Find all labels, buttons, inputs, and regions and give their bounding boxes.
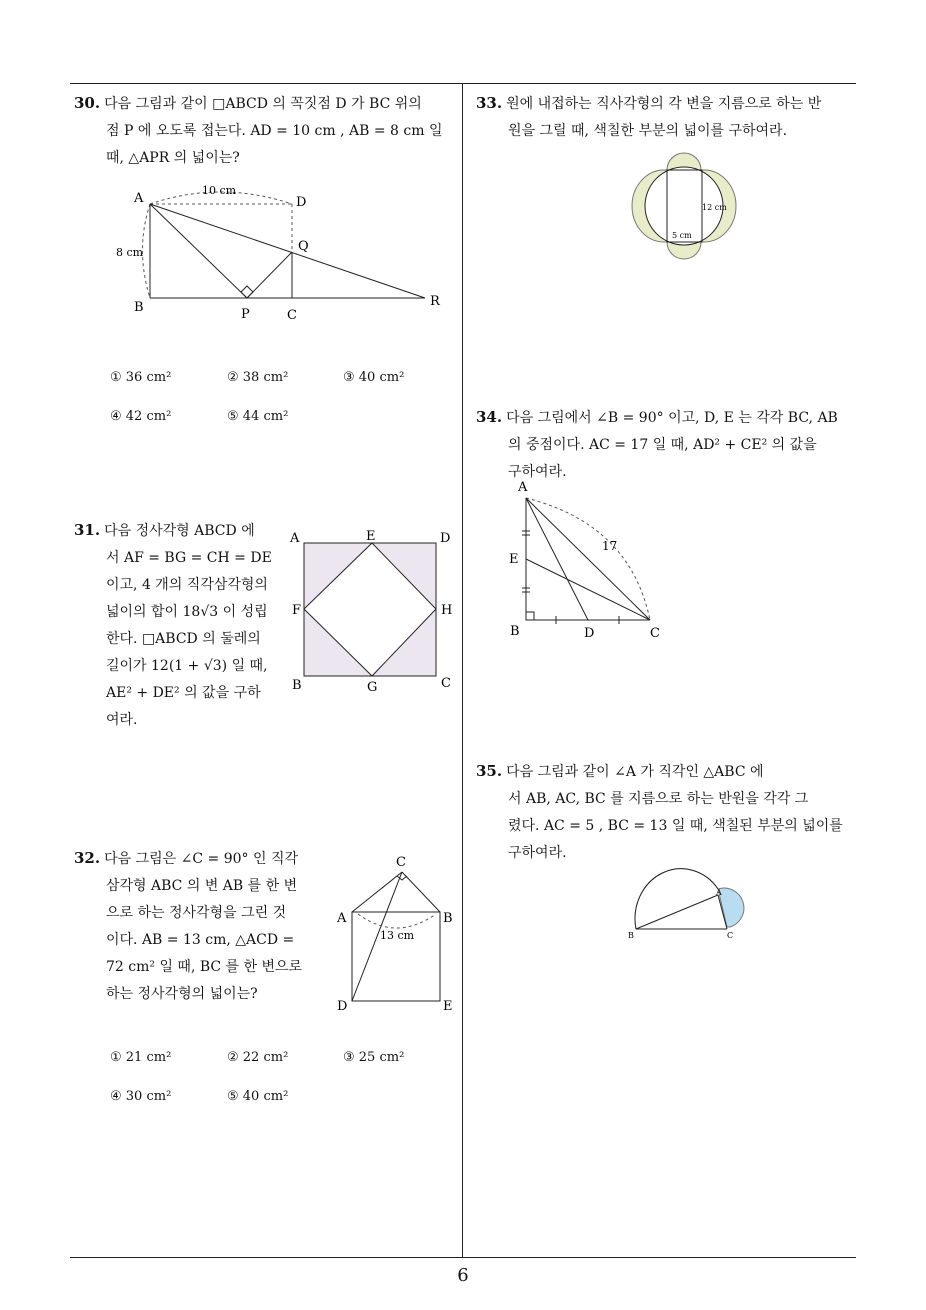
question-text: 다음 그림과 같이 □ABCD 의 꼭짓점 D 가 BC 위의 (104, 96, 422, 112)
label-E: E (443, 999, 453, 1014)
choice-1[interactable]: ① 36 cm² (110, 370, 172, 385)
choice-5[interactable]: ⑤ 40 cm² (227, 1089, 289, 1104)
question-text: 구하여라. (508, 464, 567, 480)
question-text: 점 P 에 오도록 접는다. AD = 10 cm , AB = 8 cm 일 (106, 123, 443, 139)
label-C: C (396, 855, 406, 870)
question-text: 이다. AB = 13 cm, △ACD = (106, 932, 295, 948)
question-number: 32. (74, 849, 101, 867)
label-A: A (337, 911, 347, 926)
question-text: 때, △APR 의 넓이는? (106, 150, 240, 166)
label-C: C (287, 308, 297, 323)
bottom-rule (70, 1257, 856, 1258)
label-8cm: 8 cm (116, 246, 144, 259)
question-text: 구하여라. (508, 845, 567, 861)
question-text: 서 AB, AC, BC 를 지름으로 하는 반원을 각각 그 (508, 791, 809, 807)
choice-2[interactable]: ② 38 cm² (227, 370, 289, 385)
label-A: A (134, 191, 144, 206)
question-number: 31. (74, 521, 101, 539)
question-text: 다음 정사각형 ABCD 에 (104, 523, 255, 539)
question-number: 35. (476, 762, 503, 780)
label-D: D (584, 626, 595, 641)
label-G: G (367, 680, 378, 695)
question-text: 삼각형 ABC 의 변 AB 를 한 변 (106, 878, 298, 894)
question-text: 서 AF = BG = CH = DE (106, 550, 272, 566)
choice-4[interactable]: ④ 42 cm² (110, 409, 172, 424)
label-5cm: 5 cm (672, 231, 692, 240)
question-text: 한다. □ABCD 의 둘레의 (106, 631, 261, 647)
question-text: 다음 그림은 ∠C = 90° 인 직각 (104, 851, 298, 867)
label-17: 17 (602, 539, 618, 553)
label-C: C (650, 626, 660, 641)
question-text: 으로 하는 정사각형을 그린 것 (106, 905, 287, 921)
choice-1[interactable]: ① 21 cm² (110, 1050, 172, 1065)
q32-choices (110, 1050, 450, 1110)
label-D: D (296, 195, 307, 210)
q35-figure (624, 865, 748, 943)
question-text: 이고, 4 개의 직각삼각형의 (106, 577, 268, 593)
question-text: 원에 내접하는 직사각형의 각 변을 지름으로 하는 반 (506, 96, 822, 112)
question-number: 33. (476, 94, 503, 112)
label-A: A (290, 531, 300, 546)
label-10cm: 10 cm (202, 184, 237, 197)
choice-5[interactable]: ⑤ 44 cm² (227, 409, 289, 424)
question-text: 다음 그림과 같이 ∠A 가 직각인 △ABC 에 (506, 764, 764, 780)
label-B: B (628, 931, 634, 940)
q33-figure (626, 150, 742, 262)
label-F: F (292, 603, 302, 618)
label-12cm: 12 cm (702, 203, 727, 212)
question-text: 하는 정사각형의 넓이는? (106, 986, 258, 1002)
label-B: B (443, 911, 453, 926)
question-text: 넓이의 합이 18√3 이 성립 (106, 604, 268, 620)
label-B: B (510, 624, 520, 639)
label-B: B (134, 300, 144, 315)
label-C: C (441, 676, 451, 691)
label-C: C (727, 931, 734, 940)
question-text: 여라. (106, 712, 138, 728)
question-text: AE² + DE² 의 값을 구하 (106, 685, 261, 701)
question-text: 다음 그림에서 ∠B = 90° 이고, D, E 는 각각 BC, AB (506, 410, 838, 426)
label-A: A (518, 480, 528, 495)
label-B: B (292, 678, 302, 693)
question-31 (74, 517, 284, 734)
question-32 (74, 845, 324, 1008)
top-rule (70, 83, 856, 84)
label-H: H (441, 603, 453, 618)
question-30 (74, 90, 458, 172)
label-D: D (337, 999, 348, 1014)
q30-choices (110, 370, 450, 430)
question-text: 의 중점이다. AC = 17 일 때, AD² + CE² 의 값을 (508, 437, 817, 453)
column-divider (462, 83, 463, 1258)
choice-4[interactable]: ④ 30 cm² (110, 1089, 172, 1104)
q31-figure (288, 525, 458, 695)
label-P: P (241, 307, 250, 322)
choice-2[interactable]: ② 22 cm² (227, 1050, 289, 1065)
question-text: 길이가 12(1 + √3) 일 때, (106, 658, 268, 674)
label-A: A (716, 888, 722, 897)
q34-figure (500, 474, 670, 644)
label-D: D (440, 531, 451, 546)
choice-3[interactable]: ③ 25 cm² (343, 1050, 405, 1065)
label-R: R (430, 294, 440, 309)
question-33 (476, 90, 860, 145)
question-number: 30. (74, 94, 101, 112)
label-Q: Q (298, 239, 309, 254)
question-text: 72 cm² 일 때, BC 를 한 변으로 (106, 959, 303, 975)
label-E: E (509, 552, 519, 567)
question-text: 렸다. AC = 5 , BC = 13 일 때, 색칠된 부분의 넓이를 (508, 818, 843, 834)
question-text: 원을 그릴 때, 색칠한 부분의 넓이를 구하여라. (508, 123, 788, 139)
q30-figure (110, 180, 455, 325)
question-number: 34. (476, 408, 503, 426)
q32-figure (332, 850, 460, 1020)
label-E: E (366, 529, 376, 544)
label-13cm: 13 cm (380, 929, 415, 942)
choice-3[interactable]: ③ 40 cm² (343, 370, 405, 385)
question-35 (476, 758, 860, 867)
page-number: 6 (457, 1265, 469, 1286)
